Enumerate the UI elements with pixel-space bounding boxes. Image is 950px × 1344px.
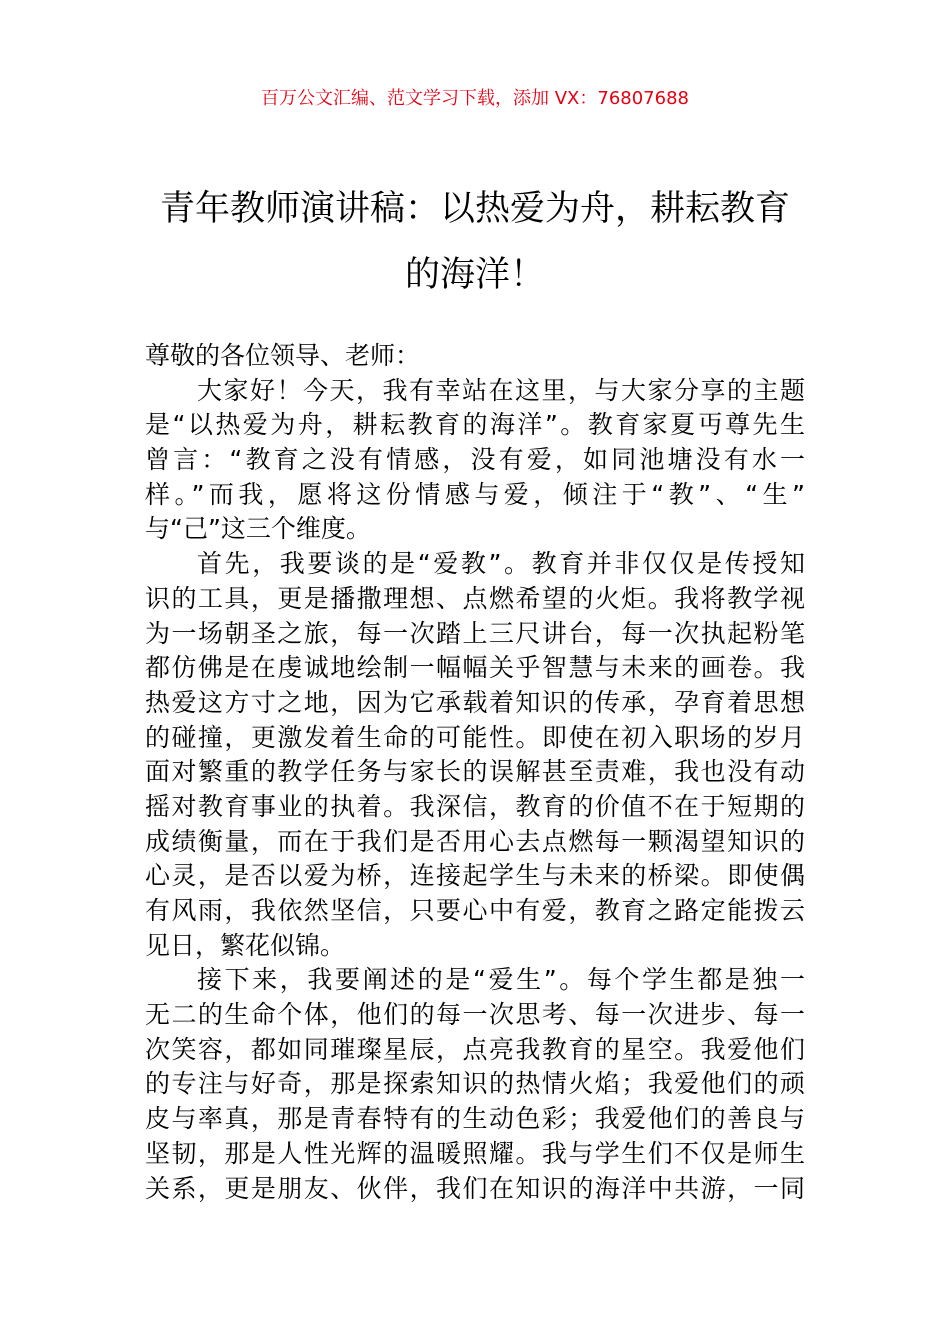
title-line: 的海洋！ bbox=[404, 255, 545, 295]
title-line: 青年教师演讲稿：以热爱为舟，耕耘教育 bbox=[159, 189, 790, 229]
paragraph-line: 摇对教育事业的执着。我深信，教育的价值不在于短期的 bbox=[145, 791, 805, 821]
paragraph-line: 见日，繁花似锦。 bbox=[145, 930, 346, 960]
paragraph-line: 热爱这方寸之地，因为它承载着知识的传承，孕育着思想 bbox=[145, 687, 805, 717]
paragraph-line: 坚韧，那是人性光辉的温暖照耀。我与学生们不仅是师生 bbox=[145, 1138, 805, 1168]
paragraph-line: 心灵，是否以爱为桥，连接起学生与未来的桥梁。即使偶 bbox=[145, 861, 805, 891]
paragraph-line: 皮与率真，那是青春特有的生动色彩；我爱他们的善良与 bbox=[145, 1104, 805, 1134]
paragraph-line: 次笑容，都如同璀璨星辰，点亮我教育的星空。我爱他们 bbox=[145, 1034, 805, 1064]
paragraph-line: 是“以热爱为舟，耕耘教育的海洋”。教育家夏丏尊先生 bbox=[145, 410, 805, 440]
paragraph-line: 的专注与好奇，那是探索知识的热情火焰；我爱他们的顽 bbox=[145, 1069, 805, 1099]
paragraph-line: 样。”而我，愿将这份情感与爱，倾注于“教”、“生” bbox=[145, 479, 805, 509]
paragraph-line: 成绩衡量，而在于我们是否用心去点燃每一颗渴望知识的 bbox=[145, 826, 805, 856]
paragraph-line: 的碰撞，更激发着生命的可能性。即使在初入职场的岁月 bbox=[145, 722, 805, 752]
paragraph-line: 曾言：“教育之没有情感，没有爱，如同池塘没有水一 bbox=[145, 445, 805, 475]
paragraph-line: 都仿佛是在虔诚地绘制一幅幅关乎智慧与未来的画卷。我 bbox=[145, 653, 805, 683]
paragraph-line: 面对繁重的教学任务与家长的误解甚至责难，我也没有动 bbox=[145, 757, 805, 787]
paragraph-line: 与“己”这三个维度。 bbox=[145, 514, 371, 544]
paragraph-line: 无二的生命个体，他们的每一次思考、每一次进步、每一 bbox=[145, 1000, 805, 1030]
paragraph-line: 识的工具，更是播撒理想、点燃希望的火炬。我将教学视 bbox=[145, 583, 805, 613]
paragraph bbox=[145, 374, 805, 547]
paragraph-line: 接下来，我要阐述的是“爱生”。每个学生都是独一 bbox=[197, 965, 805, 995]
salutation: 尊敬的各位领导、老师： bbox=[145, 341, 421, 370]
document-body bbox=[145, 339, 805, 1206]
document-title bbox=[120, 176, 830, 308]
paragraph-line: 为一场朝圣之旅，每一次踏上三尺讲台，每一次执起粉笔 bbox=[145, 618, 805, 648]
paragraph bbox=[145, 547, 805, 963]
paragraph bbox=[145, 963, 805, 1206]
watermark-header: 百万公文汇编、范文学习下载，添加 VX：76807688 bbox=[261, 88, 689, 109]
paragraph-line: 关系，更是朋友、伙伴，我们在知识的海洋中共游，一同 bbox=[145, 1173, 805, 1203]
paragraph-line: 首先，我要谈的是“爱教”。教育并非仅仅是传授知 bbox=[197, 549, 805, 579]
paragraphs bbox=[145, 374, 805, 1207]
paragraph-line: 有风雨，我依然坚信，只要心中有爱，教育之路定能拨云 bbox=[145, 896, 805, 925]
paragraph-line: 大家好！今天，我有幸站在这里，与大家分享的主题 bbox=[197, 375, 805, 405]
